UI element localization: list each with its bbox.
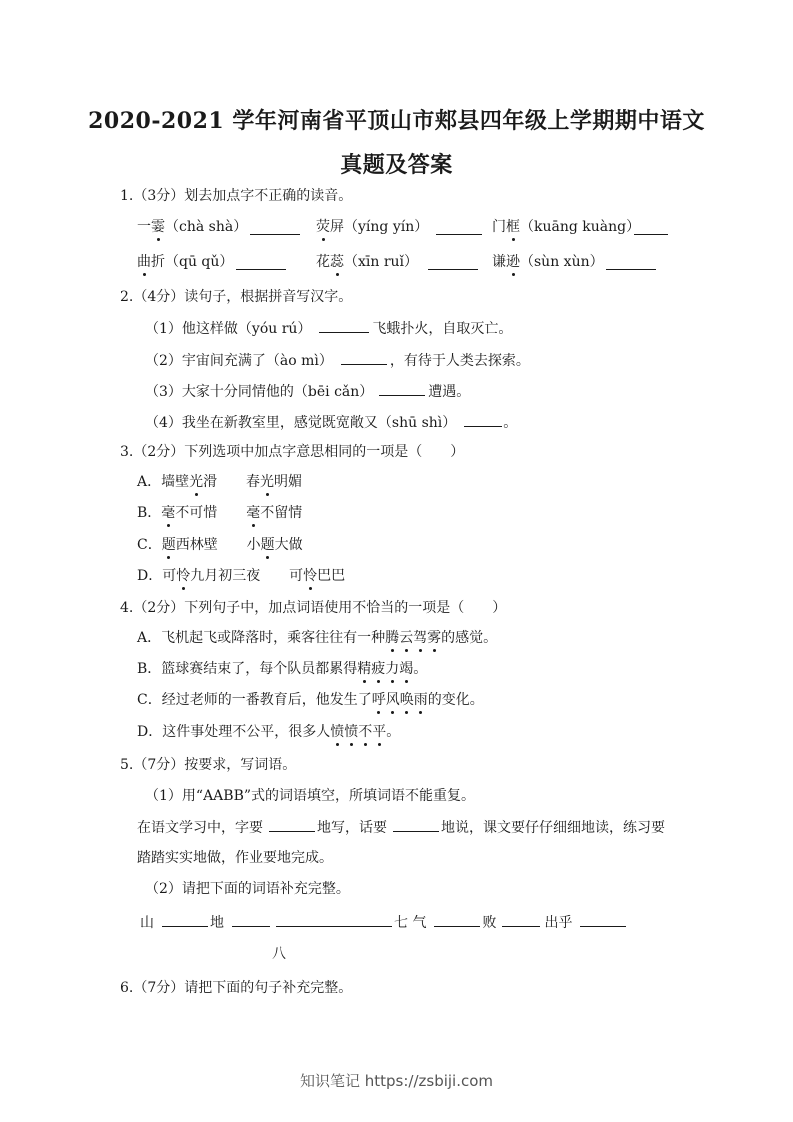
q3-option-d[interactable] [137, 566, 345, 586]
text-span: A． [137, 474, 162, 490]
emphasis-char: 题 [260, 537, 275, 553]
q1-item-3 [492, 217, 640, 237]
q3-heading: 3.（2分）下列选项中加点字意思相同的一项是（ ） [120, 444, 465, 460]
text-span: 可 [289, 568, 304, 584]
emphasis-char: 荧 [316, 219, 330, 235]
answer-blank[interactable] [162, 912, 208, 927]
text-span: 大做 [274, 537, 303, 553]
text-span: B． [137, 505, 162, 521]
text-span: B． [137, 661, 162, 677]
answer-blank[interactable] [434, 912, 480, 927]
text-span: 滑 [203, 474, 218, 490]
emphasis-char: 风 [385, 692, 400, 708]
text-span: （2）宇宙间充满了（ào mì） [145, 353, 333, 369]
answer-blank[interactable] [269, 817, 315, 832]
answer-blank[interactable] [232, 912, 270, 927]
text-span: 篮球赛结束了，每个队员都累得 [161, 661, 358, 677]
text-span: C． [137, 537, 162, 553]
emphasis-char: 光 [260, 474, 275, 490]
text-span: 七 气 [394, 915, 427, 931]
answer-blank[interactable] [236, 255, 286, 270]
text-span: 的感觉。 [441, 630, 498, 646]
text-span: （xīn ruǐ） [344, 254, 419, 270]
text-span: D． [137, 724, 163, 740]
q1-item-4 [137, 252, 233, 272]
text-span: 这件事处理不公平，很多人 [162, 724, 331, 740]
answer-blank[interactable] [634, 220, 668, 235]
emphasis-char: 平 [372, 724, 387, 740]
text-span: 西林壁 [175, 537, 218, 553]
text-span: （3）大家十分同情他的（bēi cǎn） [145, 384, 374, 400]
emphasis-char: 雨 [413, 692, 428, 708]
emphasis-char: 呼 [371, 692, 386, 708]
q2-sentence-1 [145, 318, 512, 339]
text-span: 地 [210, 915, 224, 931]
emphasis-char: 逊 [506, 254, 520, 270]
text-span: 屏（yíng yín） [330, 219, 429, 235]
emphasis-char: 框 [506, 219, 520, 235]
text-span: 。 [503, 415, 518, 431]
text-span: D． [137, 568, 163, 584]
emphasis-char: 怜 [303, 568, 318, 584]
emphasis-char: 云 [399, 630, 414, 646]
answer-blank[interactable] [502, 912, 540, 927]
q3-option-a[interactable] [137, 472, 302, 492]
answer-blank[interactable] [341, 350, 387, 365]
text-span: 巴巴 [317, 568, 346, 584]
text-span: 不可惜 [175, 505, 218, 521]
text-span: 一 [137, 219, 151, 235]
text-span: 小 [246, 537, 261, 553]
text-span: 花 [316, 254, 330, 270]
text-span: 飞机起飞或降落时，乘客往往有一种 [161, 630, 386, 646]
emphasis-char: 曲 [137, 254, 151, 270]
text-span: 。 [413, 661, 428, 677]
q4-option-c[interactable] [137, 690, 484, 710]
emphasis-char: 怜 [176, 568, 191, 584]
emphasis-char: 雾 [427, 630, 442, 646]
answer-blank[interactable] [319, 318, 369, 333]
q2-heading: 2.（4分）读句子，根据拼音写汉字。 [120, 289, 353, 305]
text-span: A． [137, 630, 162, 646]
q1-item-5 [316, 252, 418, 272]
text-span: （1）他这样做（yóu rú） [145, 321, 312, 337]
answer-blank[interactable] [606, 255, 656, 270]
footer-watermark: 知识笔记 https://zsbiji.com [299, 1072, 494, 1090]
text-span: 。 [386, 724, 401, 740]
emphasis-char: 不 [358, 724, 373, 740]
emphasis-char: 竭 [399, 661, 414, 677]
q2-sentence-4 [145, 412, 517, 433]
text-span: （4）我坐在新教室里，感觉既宽敞又（shū shì） [145, 415, 457, 431]
q5-word-row [140, 912, 626, 933]
emphasis-char: 腾 [385, 630, 400, 646]
emphasis-char: 力 [385, 661, 400, 677]
q4-heading: 4.（2分）下列句子中，加点词语使用不恰当的一项是（ ） [120, 600, 507, 616]
text-span: 谦 [492, 254, 506, 270]
text-span: 经过老师的一番教育后，他发生了 [161, 692, 372, 708]
answer-blank[interactable] [393, 817, 439, 832]
emphasis-char: 光 [189, 474, 204, 490]
q3-option-b[interactable] [137, 503, 302, 523]
q5-subquestion-1: （1）用“AABB”式的词语填空，所填词语不能重复。 [145, 788, 476, 804]
text-span: 春 [246, 474, 261, 490]
q2-sentence-3 [145, 381, 470, 402]
emphasis-char: 精 [357, 661, 372, 677]
emphasis-char: 毫 [161, 505, 176, 521]
text-span: 明媚 [274, 474, 303, 490]
q5-paragraph-line-1 [137, 817, 665, 838]
answer-blank[interactable] [250, 220, 300, 235]
q1-item-2 [316, 217, 428, 237]
text-span: ，有待于人类去探索。 [389, 353, 530, 369]
q5-heading: 5.（7分）按要求，写词语。 [120, 757, 297, 773]
answer-blank[interactable] [379, 381, 425, 396]
document-title-line-1: 2020-2021 学年河南省平顶山市郏县四年级上学期期中语文 [88, 108, 705, 134]
text-span: 出乎 [544, 915, 573, 931]
text-span: 可 [162, 568, 177, 584]
text-span: 门 [492, 219, 506, 235]
text-span: 飞蛾扑火，自取灭亡。 [372, 321, 513, 337]
emphasis-char: 题 [161, 537, 176, 553]
q2-sentence-2 [145, 350, 530, 371]
text-span: （kuāng kuàng） [520, 219, 641, 235]
emphasis-char: 蕊 [330, 254, 344, 270]
q4-option-a[interactable] [137, 628, 497, 648]
text-span: C． [137, 692, 162, 708]
text-span: （sùn xùn） [520, 254, 604, 270]
text-span: 墙壁 [161, 474, 190, 490]
text-span: 地说，课文要仔仔细细地读，练习要 [441, 820, 665, 836]
text-span: 的变化。 [427, 692, 484, 708]
answer-blank[interactable] [464, 412, 502, 427]
answer-blank[interactable] [580, 912, 626, 927]
q1-item-6 [492, 252, 604, 272]
emphasis-char: 疲 [371, 661, 386, 677]
q4-option-b[interactable] [137, 659, 427, 679]
q3-option-c[interactable] [137, 535, 303, 555]
text-span: 败 [482, 915, 497, 931]
text-span: 折（qū qǔ） [151, 254, 234, 270]
emphasis-char: 愤 [344, 724, 359, 740]
q1-item-1 [137, 217, 247, 237]
emphasis-char: 驾 [413, 630, 428, 646]
text-span: 遭遇。 [428, 384, 471, 400]
text-span: 地写，话要 [317, 820, 387, 836]
q5-paragraph-line-2: 踏踏实实地做，作业要地完成。 [137, 850, 333, 866]
text-span: 山 [140, 915, 154, 931]
document-title-line-2: 真题及答案 [340, 152, 453, 178]
text-span: 九月初三夜 [190, 568, 261, 584]
q5-word-continuation: 八 [272, 946, 286, 962]
answer-blank[interactable] [436, 220, 482, 235]
q1-heading: 1.（3分）划去加点字不正确的读音。 [120, 188, 353, 204]
q4-option-d[interactable] [137, 722, 400, 742]
answer-blank[interactable] [428, 255, 478, 270]
q5-subquestion-2: （2）请把下面的词语补充完整。 [145, 881, 350, 897]
emphasis-char: 愤 [330, 724, 345, 740]
emphasis-char: 唤 [399, 692, 414, 708]
emphasis-char: 霎 [151, 219, 165, 235]
q6-heading: 6.（7分）请把下面的句子补充完整。 [120, 980, 353, 996]
emphasis-char: 毫 [246, 505, 261, 521]
text-span: 在语文学习中，字要 [137, 820, 263, 836]
text-span: 不留情 [260, 505, 303, 521]
text-span: （chà shà） [165, 219, 248, 235]
answer-blank[interactable] [276, 912, 392, 927]
